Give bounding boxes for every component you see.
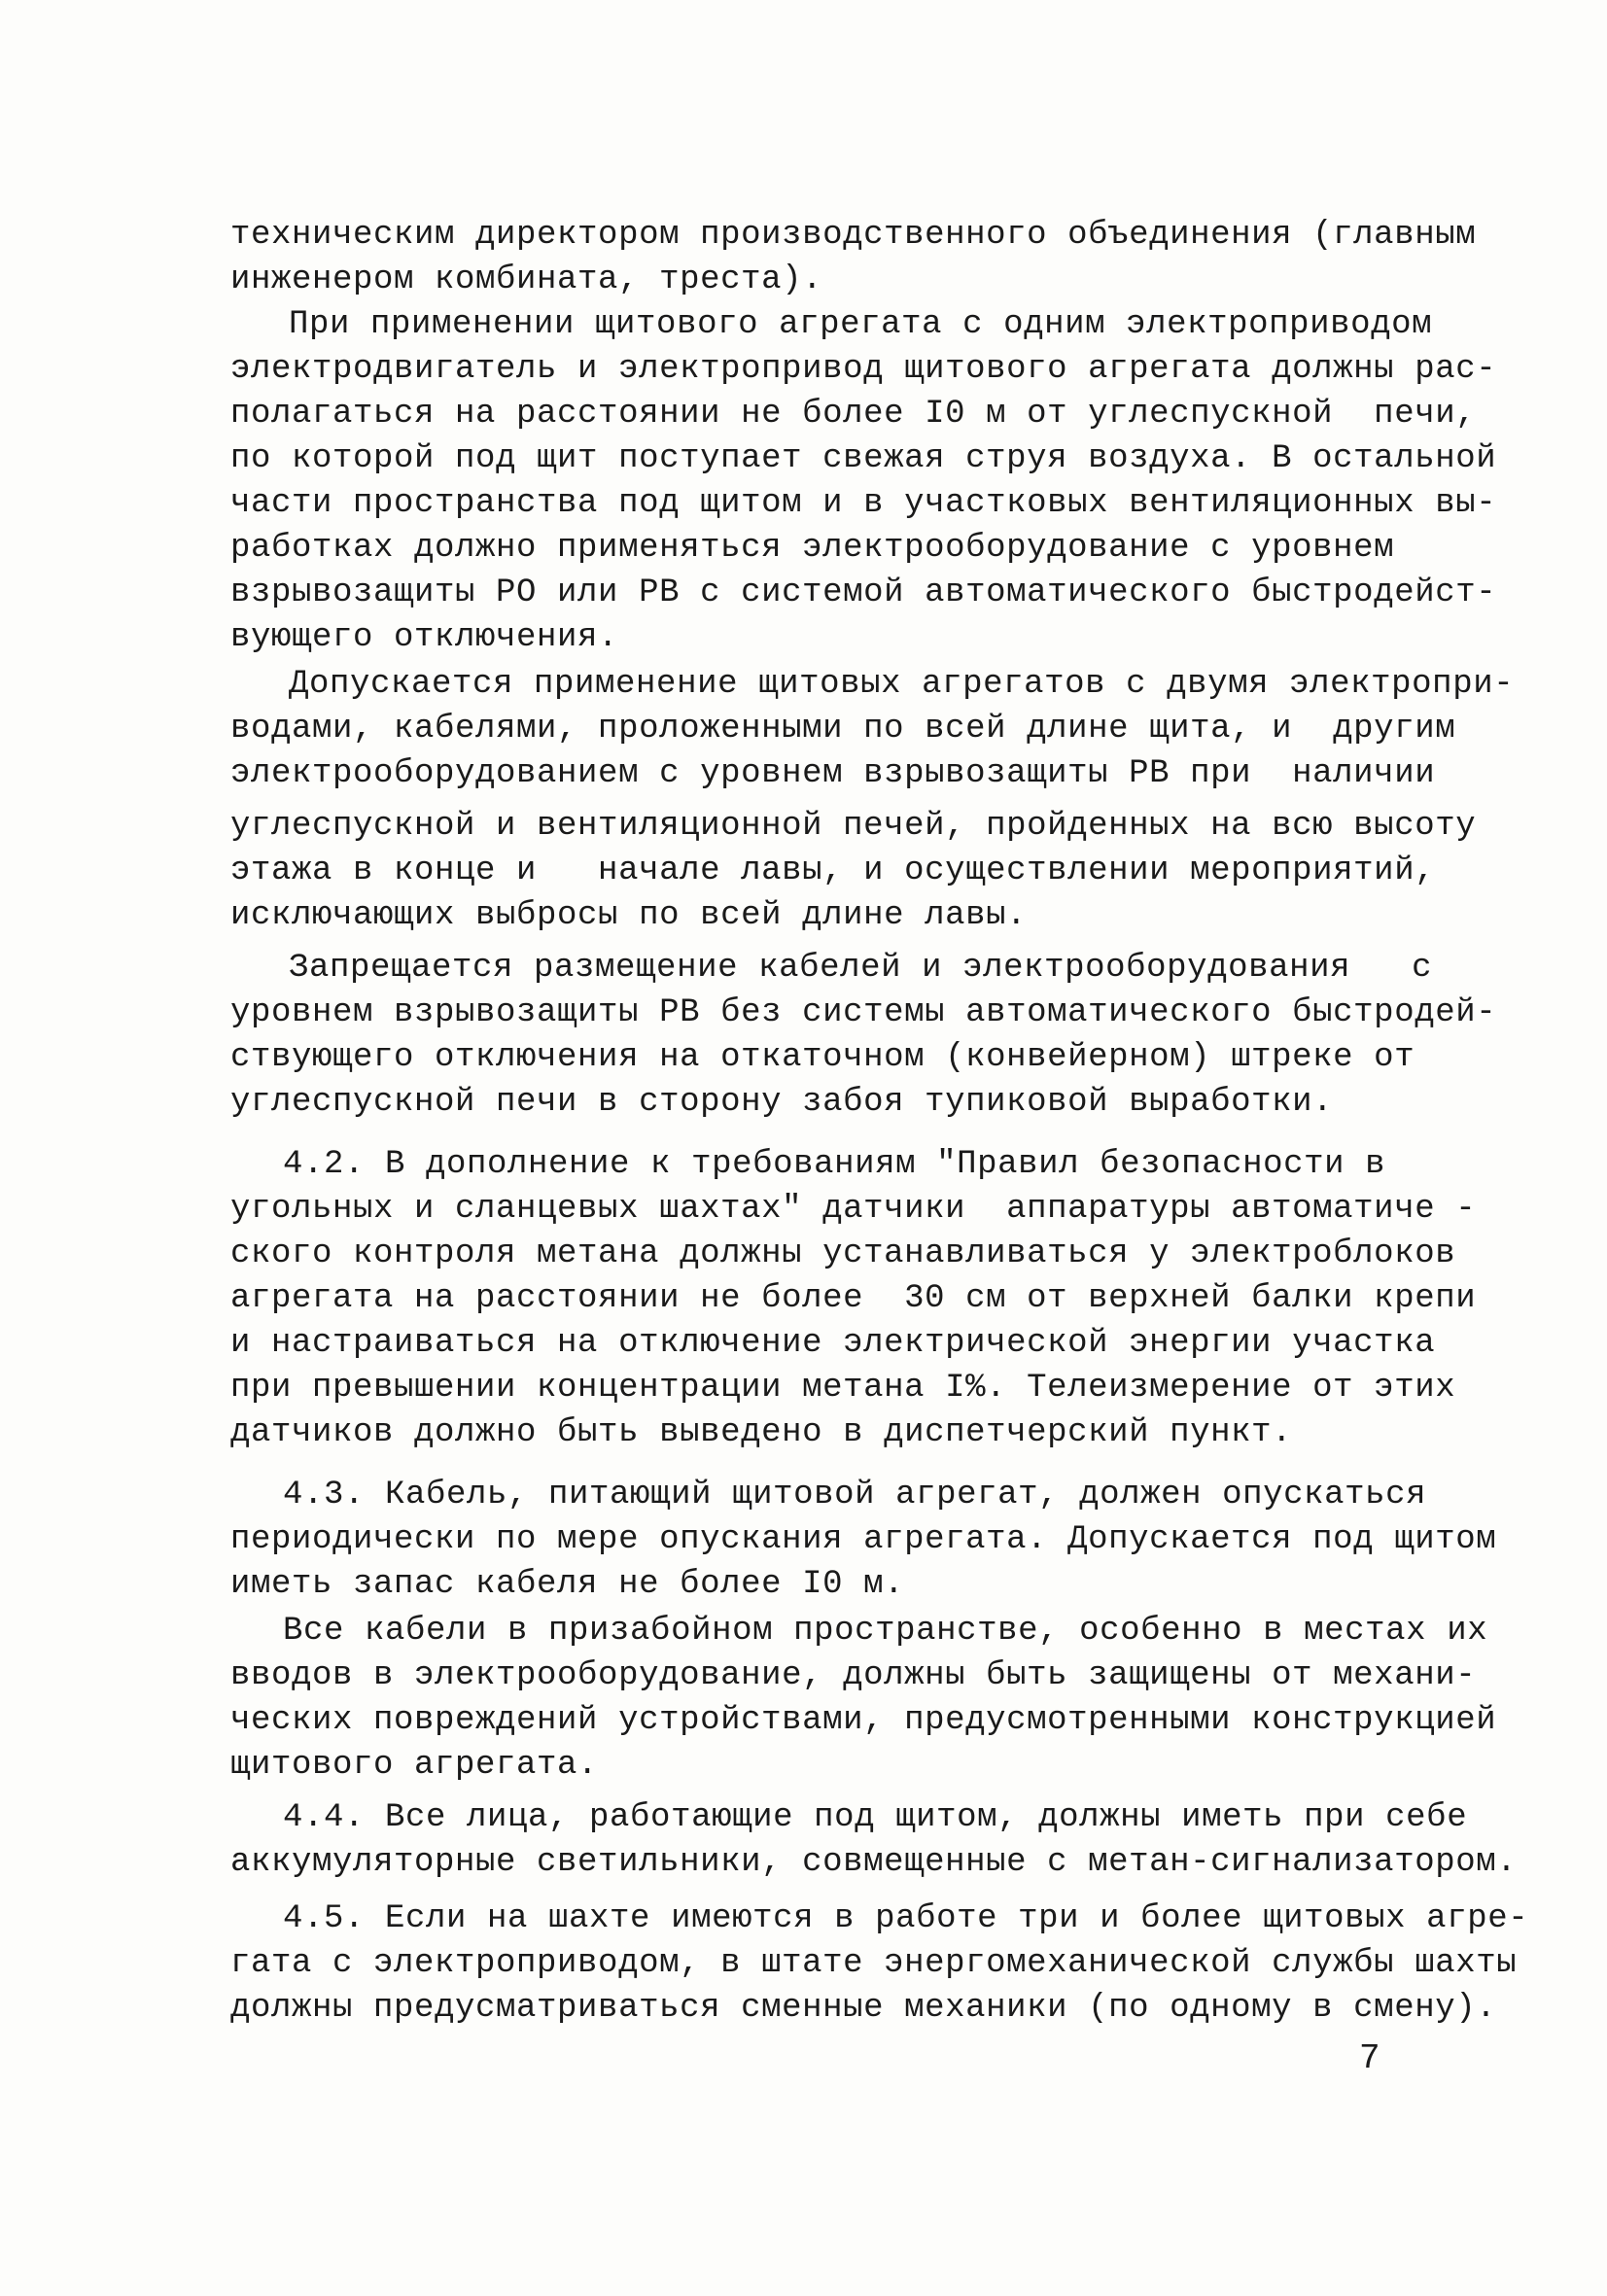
- text-line: периодически по мере опускания агрегата. Допускается под щитом: [230, 1521, 1497, 1558]
- text-line: Все кабели в призабойном пространстве, особенно в местах их: [283, 1613, 1488, 1650]
- text-line: должны предусматриваться сменные механики (по одному в смену).: [230, 1990, 1497, 2027]
- text-line: аккумуляторные светильники, совмещенные с метан-сигнализатором.: [230, 1844, 1518, 1881]
- text-line: полагаться на расстоянии не более I0 м от углеспускной печи,: [230, 396, 1477, 433]
- page-number: 7: [1359, 2038, 1380, 2078]
- text-line: углеспускной печи в сторону забоя тупиковой выработки.: [230, 1084, 1334, 1121]
- text-line: щитового агрегата.: [230, 1747, 599, 1784]
- text-line: и настраиваться на отключение электрической энергии участка: [230, 1325, 1436, 1362]
- text-line: работках должно применяться электрооборудование с уровнем: [230, 530, 1395, 567]
- text-line: взрывозащиты РО или РВ с системой автоматического быстродейст-: [230, 574, 1497, 611]
- text-line: по которой под щит поступает свежая струя воздуха. В остальной: [230, 440, 1497, 477]
- text-line: вующего отключения.: [230, 619, 619, 656]
- text-line: инженером комбината, треста).: [230, 261, 823, 298]
- text-line: 4.4. Все лица, работающие под щитом, должны иметь при себе: [283, 1799, 1468, 1836]
- text-line: части пространства под щитом и в участковых вентиляционных вы-: [230, 485, 1497, 522]
- text-line: техническим директором производственного объединения (главным: [230, 217, 1477, 254]
- text-line: При применении щитового агрегата с одним электроприводом: [289, 306, 1433, 343]
- text-line: 4.3. Кабель, питающий щитовой агрегат, должен опускаться: [283, 1477, 1427, 1513]
- text-line: ского контроля метана должны устанавливаться у электроблоков: [230, 1235, 1456, 1272]
- text-line: ческих повреждений устройствами, предусмотренными конструкцией: [230, 1702, 1497, 1739]
- text-line: датчиков должно быть выведено в диспетчерский пункт.: [230, 1414, 1293, 1451]
- text-line: электродвигатель и электропривод щитового агрегата должны рас-: [230, 351, 1497, 388]
- text-line: исключающих выбросы по всей длине лавы.: [230, 897, 1028, 934]
- text-line: Допускается применение щитовых агрегатов с двумя электропри-: [289, 666, 1515, 703]
- text-line: при превышении концентрации метана I%. Телеизмерение от этих: [230, 1370, 1456, 1407]
- text-line: водами, кабелями, проложенными по всей длине щита, и другим: [230, 711, 1456, 748]
- text-line: гата с электроприводом, в штате энергомеханической службы шахты: [230, 1945, 1518, 1982]
- text-line: вводов в электрооборудование, должны быть защищены от механи-: [230, 1657, 1477, 1694]
- text-line: Запрещается размещение кабелей и электрооборудования с: [289, 950, 1433, 987]
- text-line: этажа в конце и начале лавы, и осуществлении мероприятий,: [230, 852, 1436, 889]
- text-line: иметь запас кабеля не более I0 м.: [230, 1566, 905, 1603]
- text-line: 4.5. Если на шахте имеются в работе три и более щитовых агре-: [283, 1900, 1529, 1937]
- text-line: угольных и сланцевых шахтах" датчики аппаратуры автоматиче -: [230, 1191, 1477, 1228]
- text-line: ствующего отключения на откаточном (конвейерном) штреке от: [230, 1039, 1415, 1076]
- text-line: уровнем взрывозащиты РВ без системы автоматического быстродей-: [230, 994, 1497, 1031]
- text-line: электрооборудованием с уровнем взрывозащиты РВ при наличии: [230, 755, 1436, 792]
- text-line: углеспускной и вентиляционной печей, пройденных на всю высоту: [230, 808, 1477, 845]
- text-line: 4.2. В дополнение к требованиям "Правил безопасности в: [283, 1146, 1386, 1183]
- text-line: агрегата на расстоянии не более 30 см от верхней балки крепи: [230, 1280, 1477, 1317]
